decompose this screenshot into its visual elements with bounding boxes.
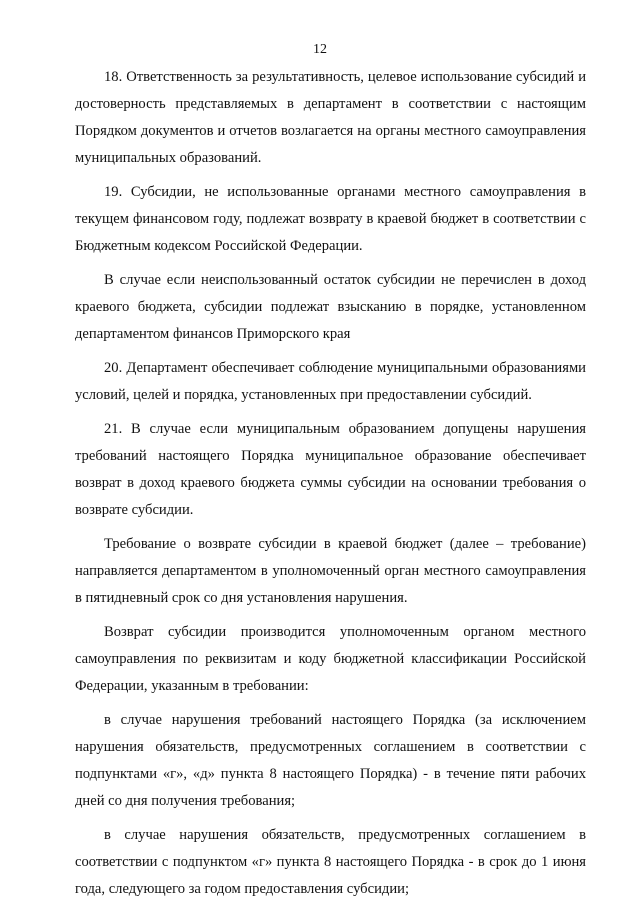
paragraph-21-refund: Возврат субсидии производится уполномоченным органом местного самоуправления по реквизитам и коду бюджетной классификации Российской Федерации, указанным в требовании: [75,624,586,694]
paragraph-21-case-1: в случае нарушения требований настоящего Порядка (за исключением нарушения обязательств, предусмотренных соглашением в соответствии с подпунктами «г», «д» пункта 8 настоящего Порядка) - в течение пяти рабочих дней со дня получения требования; [75,712,586,809]
document-body [75,64,586,910]
paragraph-21: 21. В случае если муниципальным образованием допущены нарушения требований настоящего Порядка муниципальное образование обеспечивает возврат в доход краевого бюджета суммы субсидии на основании требования о возврате субсидии. [75,421,586,518]
paragraph-21-case-2: в случае нарушения обязательств, предусмотренных соглашением в соответствии с подпунктом «г» пункта 8 настоящего Порядка - в срок до 1 июня года, следующего за годом предоставления субсидии; [75,827,586,897]
paragraph-19-continuation: В случае если неиспользованный остаток субсидии не перечислен в доход краевого бюджета, субсидии подлежат взысканию в порядке, установленном департаментом финансов Приморского края [75,272,586,342]
paragraph-19: 19. Субсидии, не использованные органами местного самоуправления в текущем финансовом году, подлежат возврату в краевой бюджет в соответствии с Бюджетным кодексом Российской Федерации. [75,184,586,254]
paragraph-18: 18. Ответственность за результативность, целевое использование субсидий и достоверность представляемых в департамент в соответствии с настоящим Порядком документов и отчетов возлагается на органы местного самоуправления муниципальных образований. [75,69,586,166]
paragraph-20: 20. Департамент обеспечивает соблюдение муниципальными образованиями условий, целей и порядка, установленных при предоставлении субсидий. [75,360,586,403]
paragraph-21-requirement: Требование о возврате субсидии в краевой бюджет (далее – требование) направляется департаментом в уполномоченный орган местного самоуправления в пятидневный срок со дня установления нарушения. [75,536,586,606]
page-number: 12 [313,42,327,57]
